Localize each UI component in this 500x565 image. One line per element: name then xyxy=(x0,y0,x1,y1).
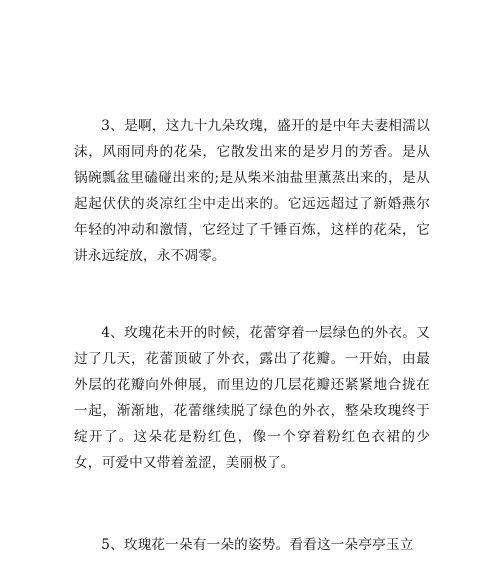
paragraph-5: 5、玫瑰花一朵有一朵的姿势。看看这一朵亭亭玉立 xyxy=(101,537,414,553)
paragraph-4: 4、玫瑰花未开的时候，花蕾穿着一层绿色的外衣。又过了几天，花蕾顶破了外衣，露出了花瓣。一开始，由最外层的花瓣向外伸展，而里边的几层花瓣还紧紧地合拢在一起，渐渐地，花蕾继续脱了绿色的外衣，整朵玫瑰终于绽开了。这朵花是粉红色，像一个穿着粉红色衣裙的少女，可爱中又带着羞涩，美丽极了。 xyxy=(74,325,430,471)
paragraph-3: 3、是啊，这九十九朵玫瑰，盛开的是中年夫妻相濡以沫，风雨同舟的花朵，它散发出来的是岁月的芳香。是从锅碗瓢盆里磕碰出来的;是从柴米油盐里薰蒸出来的，是从起起伏伏的炎凉红尘中走出来的。它远远超过了新婚燕尔年轻的冲动和激情，它经过了千锤百炼，这样的花朵，它讲永远绽放，永不凋零。 xyxy=(74,118,430,264)
